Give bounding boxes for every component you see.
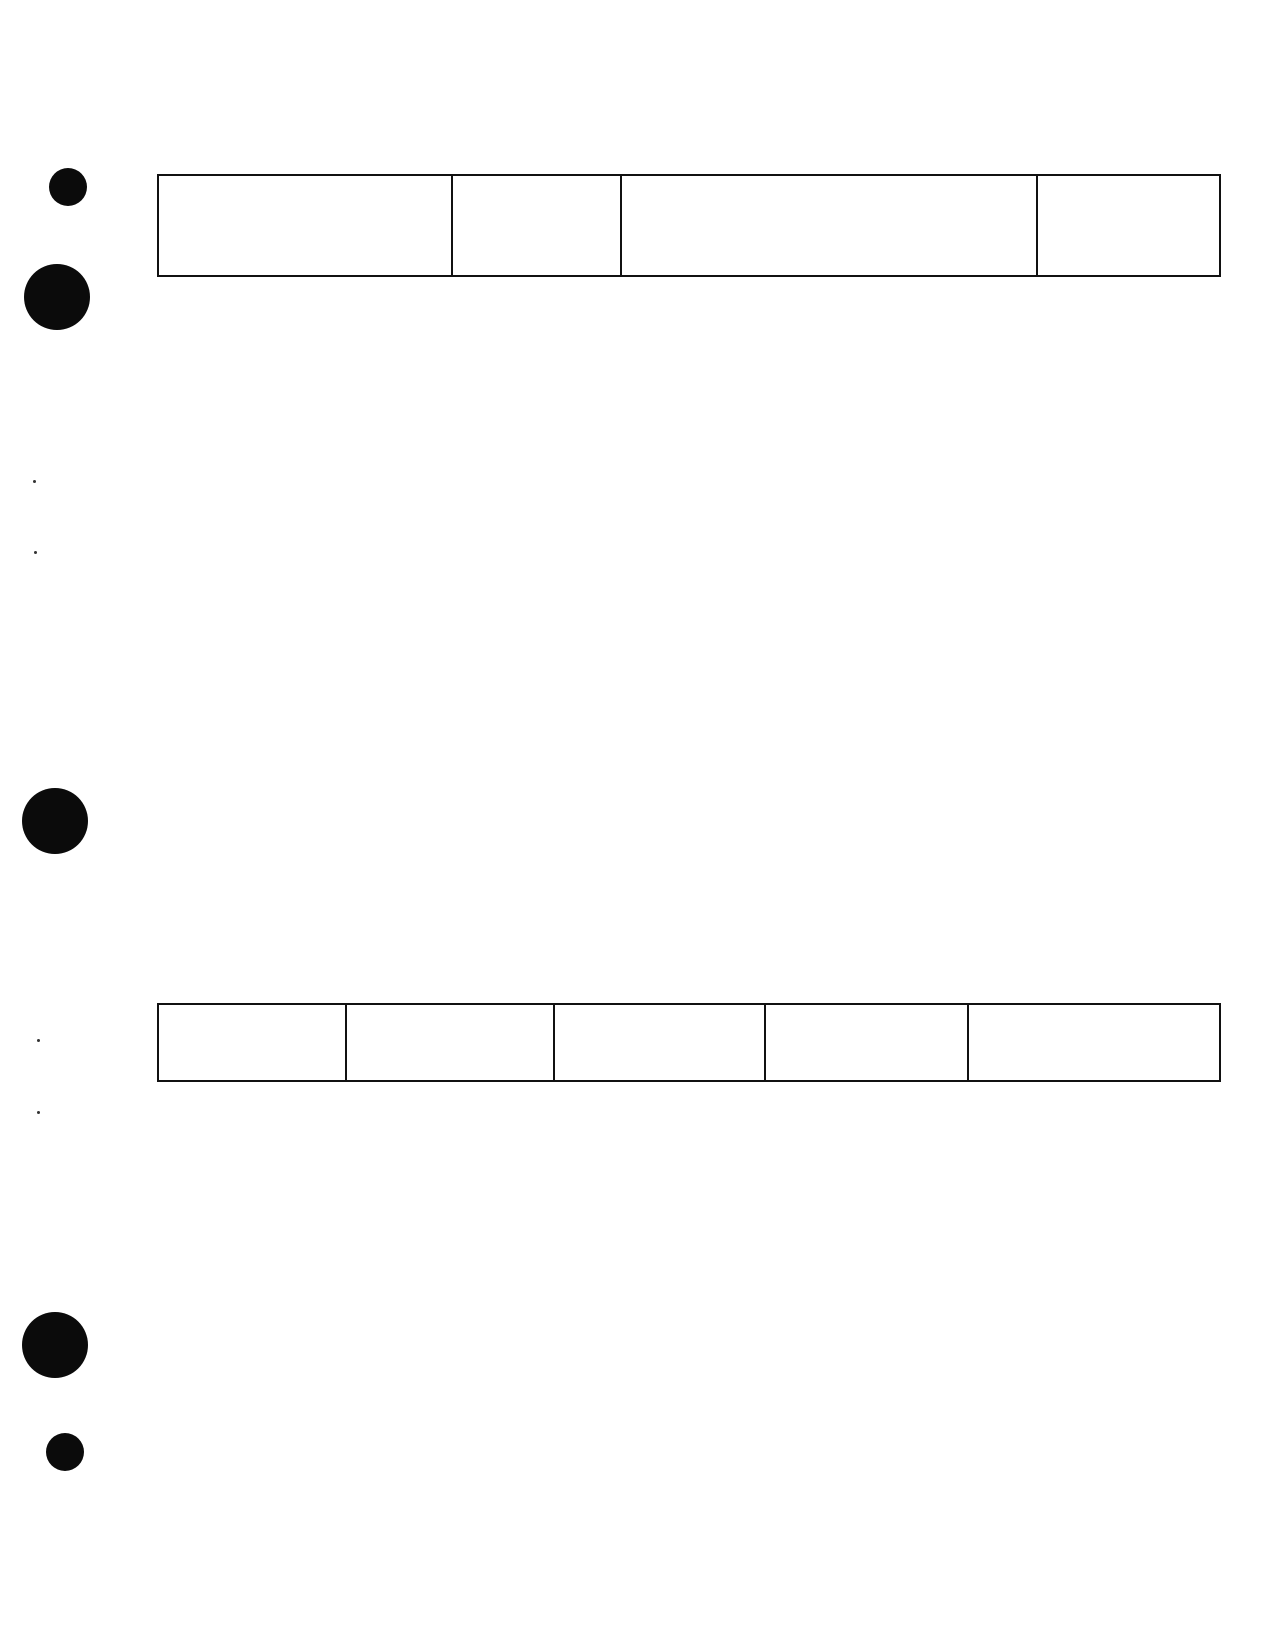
column-header-defects	[1037, 175, 1220, 276]
scan-speck	[33, 480, 36, 483]
column-header-figure	[158, 1004, 346, 1081]
binder-hole	[22, 788, 88, 854]
binder-hole	[46, 1433, 84, 1471]
inspection-table	[157, 174, 1221, 277]
column-header-load	[765, 1004, 968, 1081]
binder-hole	[49, 168, 87, 206]
column-header-coils	[346, 1004, 554, 1081]
column-header-free-length	[554, 1004, 765, 1081]
spring-data-table	[157, 1003, 1221, 1082]
scan-speck	[34, 551, 37, 554]
column-header-test-length	[968, 1004, 1220, 1081]
column-header-part	[158, 175, 452, 276]
column-header-procedure	[621, 175, 1037, 276]
binder-hole	[24, 264, 90, 330]
binder-hole	[22, 1312, 88, 1378]
scan-speck	[37, 1111, 40, 1114]
scan-speck	[37, 1039, 40, 1042]
column-header-type	[452, 175, 621, 276]
